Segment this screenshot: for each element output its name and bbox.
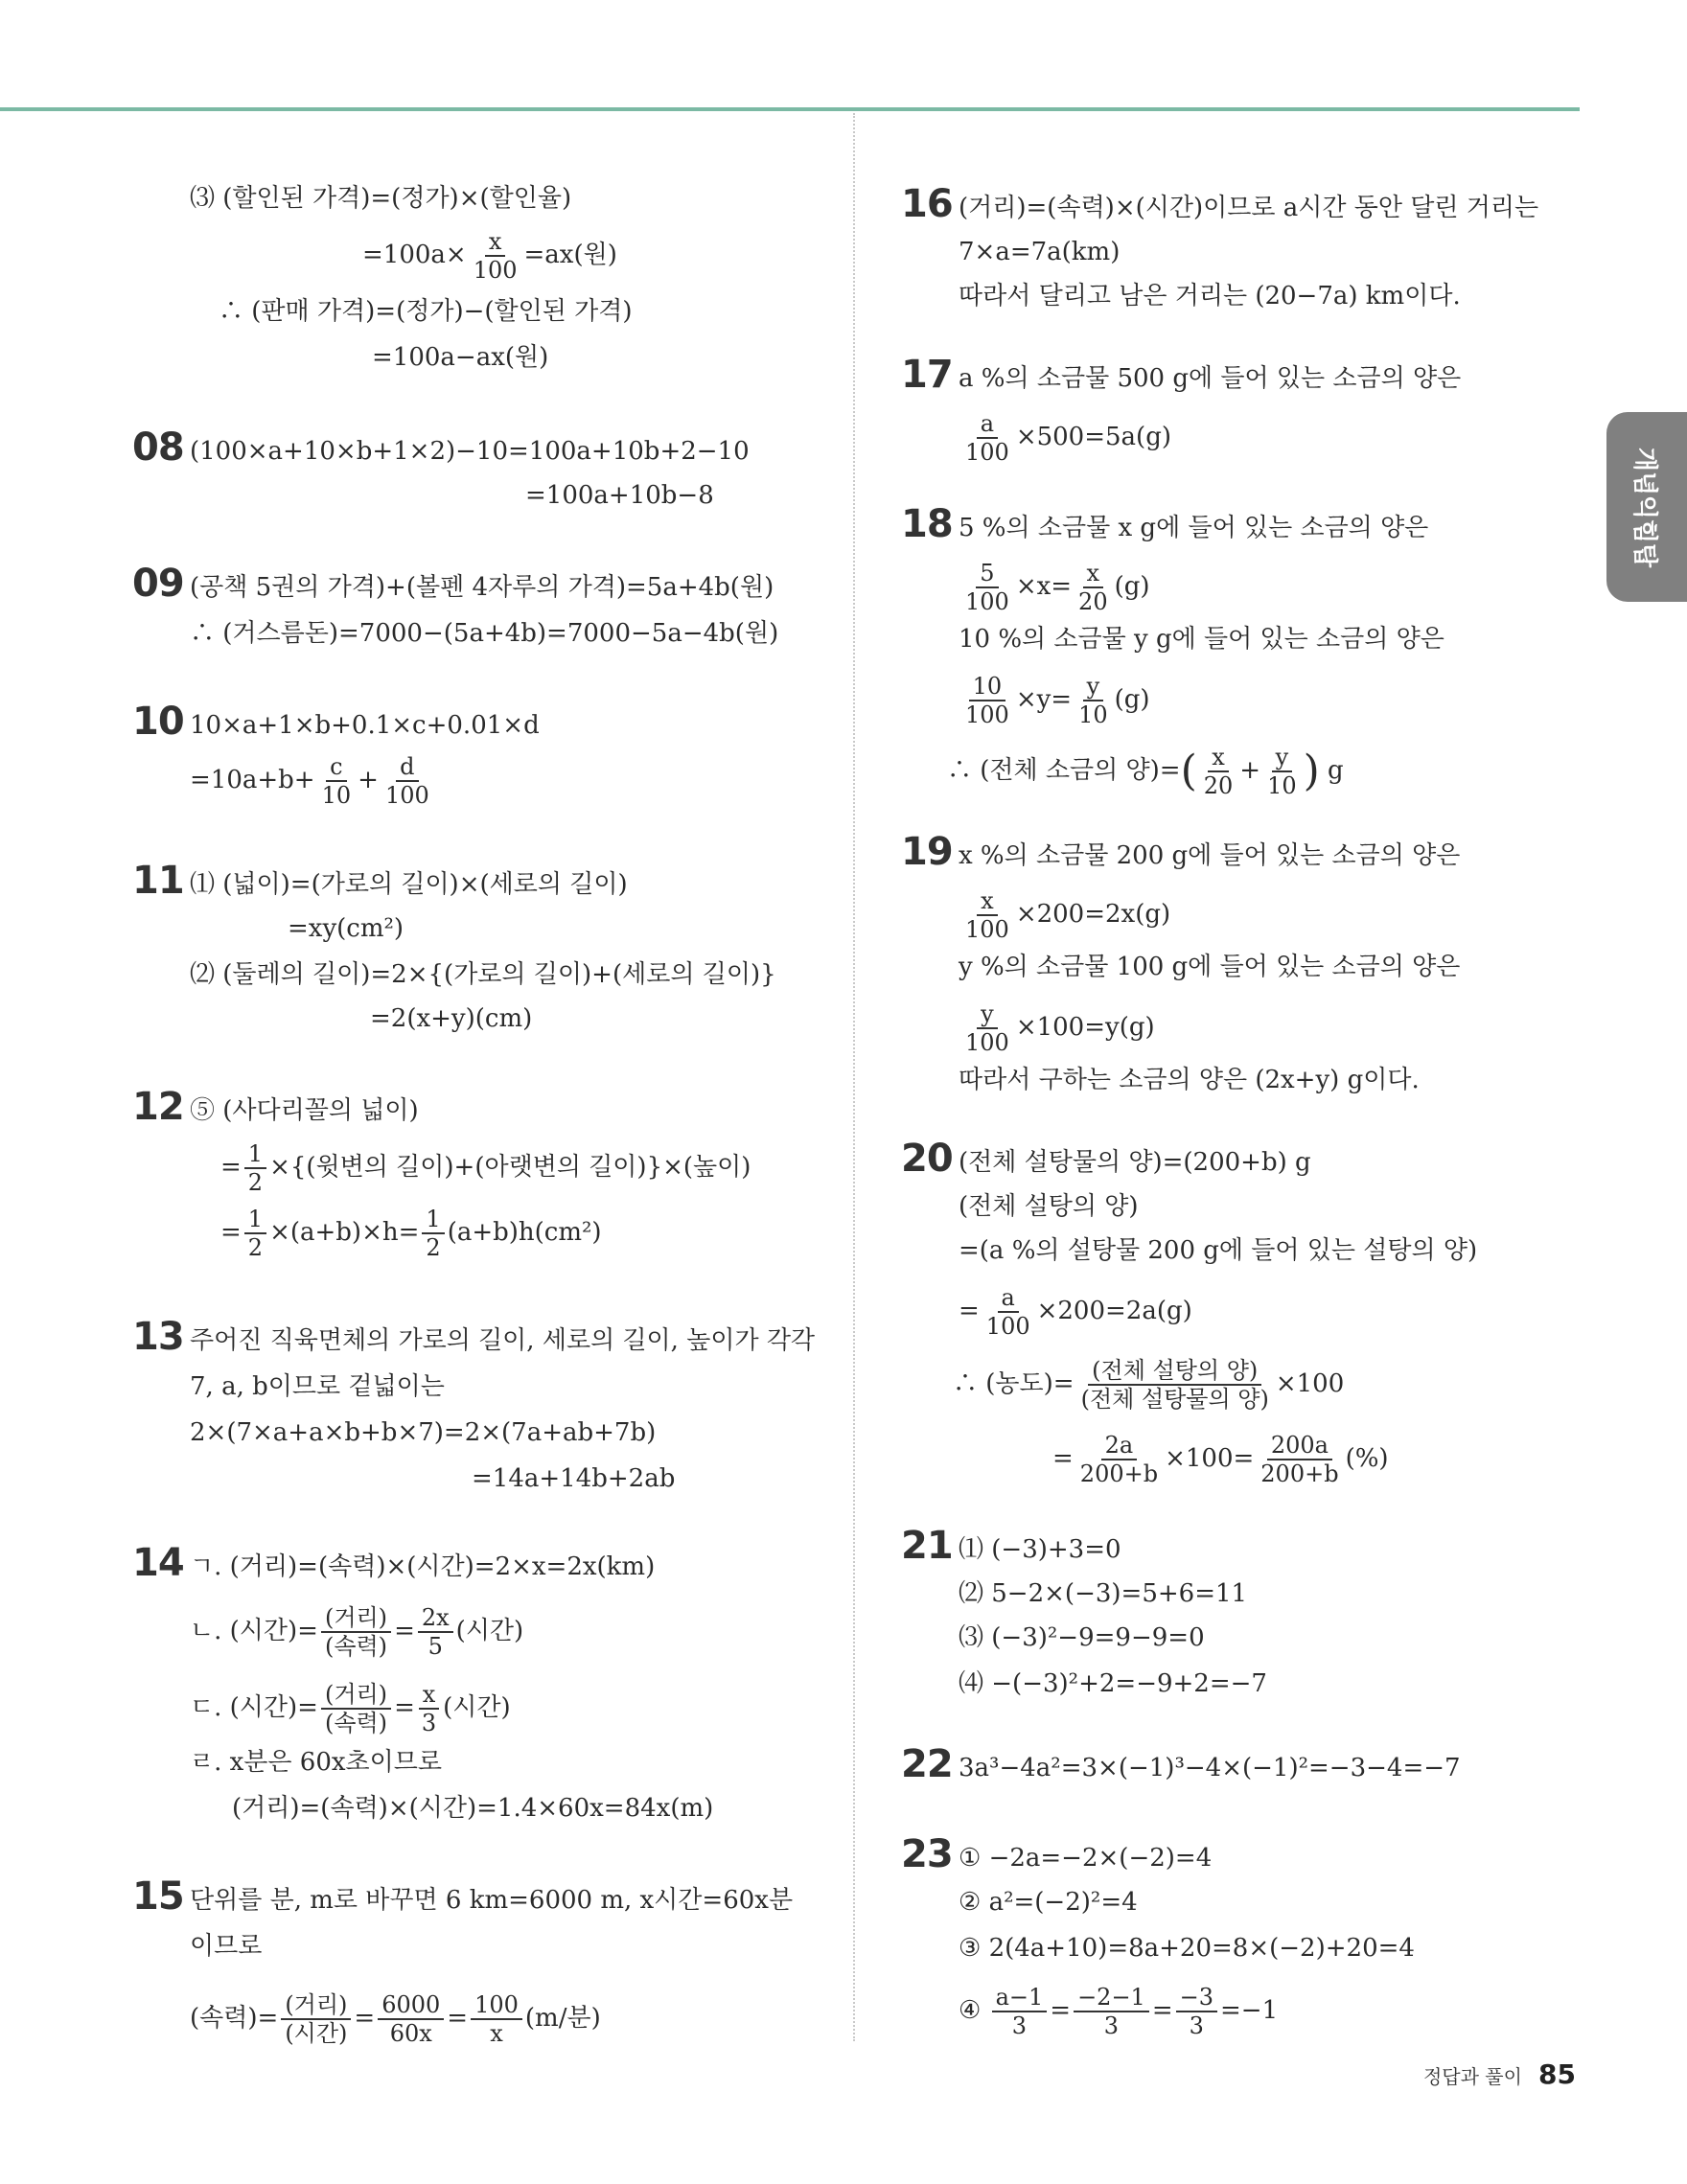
chapter-side-tab-label: 개념익힘탑: [1629, 447, 1659, 567]
text: +: [358, 766, 379, 794]
denominator: 2: [247, 1234, 264, 1261]
line: 따라서 구하는 소금의 양은 (2x+y) g이다.: [959, 1066, 1420, 1094]
text: =: [394, 1617, 415, 1645]
text: (g): [1114, 685, 1150, 714]
problem-number: 16: [901, 182, 953, 226]
denominator: x: [490, 2020, 503, 2047]
line: [959, 1986, 1278, 2037]
numerator: −2−1: [1074, 1986, 1149, 2012]
numerator: 200a: [1267, 1434, 1332, 1460]
line: (100×a+10×b+1×2)−10=100a+10b+2−10: [190, 437, 750, 466]
numerator: c: [326, 755, 346, 782]
problem-number: 18: [901, 502, 953, 546]
fraction: [381, 755, 433, 807]
chapter-side-tab[interactable]: [1606, 412, 1687, 602]
problem-number: 23: [901, 1832, 953, 1876]
denominator: 100: [965, 439, 1009, 466]
text: =100a×: [362, 241, 467, 269]
text: ×500=5a(g): [1015, 423, 1171, 451]
fraction: [1077, 1359, 1273, 1411]
text: =: [394, 1693, 415, 1722]
line: =2(x+y)(cm): [370, 1004, 533, 1033]
line: =100a−ax(원): [372, 343, 549, 372]
numerator: y: [1272, 746, 1293, 772]
paren-right: ): [1303, 747, 1320, 795]
denominator: (속력): [324, 1710, 388, 1736]
numerator: 2a: [1101, 1434, 1138, 1460]
text: (시간): [455, 1617, 524, 1645]
text: ④: [959, 1996, 989, 2025]
line: =14a+14b+2ab: [472, 1464, 676, 1493]
line: ⑴ (−3)+3=0: [959, 1535, 1121, 1564]
text: =: [959, 1297, 980, 1325]
line: [947, 746, 1344, 797]
problem-number: 09: [132, 562, 184, 606]
footer-label: 정답과 풀이: [1422, 2065, 1522, 2088]
numerator: x: [419, 1683, 440, 1710]
denominator: 200+b: [1079, 1460, 1159, 1487]
numerator: (전체 설탕의 양): [1088, 1359, 1261, 1386]
numerator: x: [485, 230, 506, 257]
denominator: 20: [1203, 772, 1234, 799]
page-footer: [1423, 2058, 1576, 2090]
text: =: [1151, 1996, 1173, 2025]
denominator: 100: [965, 1029, 1009, 1056]
denominator: 100: [965, 588, 1009, 615]
line: ② a²=(−2)²=4: [959, 1888, 1138, 1917]
line: a %의 소금물 500 g에 들어 있는 소금의 양은: [959, 364, 1462, 393]
denominator: 20: [1078, 588, 1108, 615]
numerator: −3: [1176, 1986, 1217, 2012]
text: =10a+b+: [190, 766, 315, 794]
numerator: a−1: [992, 1986, 1048, 2012]
line: 2×(7×a+a×b+b×7)=2×(7a+ab+7b): [190, 1418, 657, 1447]
fraction: [281, 1993, 351, 2045]
text: =ax(원): [523, 241, 617, 269]
text: =: [1050, 1996, 1072, 2025]
text: ×200=2a(g): [1036, 1297, 1192, 1325]
line: ⑵ (둘레의 길이)=2×{(가로의 길이)+(세로의 길이)}: [190, 960, 776, 989]
fraction: [321, 1683, 391, 1735]
text: ∴ (농도)=: [953, 1369, 1075, 1398]
paren-left: (: [1180, 747, 1197, 795]
denominator: 100: [985, 1313, 1030, 1340]
line: =(a %의 설탕물 200 g에 들어 있는 설탕의 양): [959, 1236, 1478, 1265]
problem-number: 22: [901, 1742, 953, 1786]
text: ㄴ. (시간)=: [190, 1617, 318, 1645]
line: ∴ (거스름돈)=7000−(5a+4b)=7000−5a−4b(원): [190, 619, 779, 648]
text: =−1: [1220, 1996, 1279, 2025]
fraction: [471, 1993, 522, 2045]
line: [190, 1683, 511, 1735]
denominator: 100: [384, 782, 429, 809]
line: ∴ (판매 가격)=(정가)−(할인된 가격): [219, 297, 633, 326]
fraction: [321, 1606, 391, 1658]
text: =: [220, 1153, 242, 1182]
text: =: [1052, 1444, 1074, 1473]
numerator: x: [1208, 746, 1229, 772]
fraction: [961, 562, 1013, 613]
numerator: x: [977, 889, 998, 916]
fraction: [318, 755, 356, 807]
text: g: [1319, 756, 1344, 785]
line: 10 %의 소금물 y g에 들어 있는 소금의 양은: [959, 625, 1444, 654]
fraction: [1075, 675, 1112, 726]
line: ⑶ (할인된 가격)=(정가)×(할인율): [190, 184, 572, 213]
fraction: [244, 1142, 266, 1194]
line: ⑤ (사다리꼴의 넓이): [190, 1096, 419, 1125]
text: ×100: [1275, 1369, 1345, 1398]
line: ㄹ. x분은 60x초이므로: [190, 1748, 443, 1777]
line: 10×a+1×b+0.1×c+0.01×d: [190, 711, 540, 740]
denominator: 2: [247, 1169, 264, 1196]
line: [220, 1207, 602, 1259]
text: ×x=: [1015, 572, 1073, 601]
problem-number: 13: [132, 1315, 184, 1359]
line: [190, 755, 436, 807]
denominator: 3: [1189, 2012, 1204, 2039]
fraction: [1176, 1986, 1217, 2037]
denominator: (전체 설탕물의 양): [1080, 1386, 1269, 1413]
problem-number: 20: [901, 1137, 953, 1181]
fraction: [982, 1286, 1034, 1338]
numerator: (거리): [281, 1993, 351, 2020]
line: ③ 2(4a+10)=8a+20=8×(−2)+20=4: [959, 1934, 1415, 1963]
line: (전체 설탕물의 양)=(200+b) g: [959, 1148, 1311, 1177]
fraction: [1074, 1986, 1149, 2037]
line: ㄱ. (거리)=(속력)×(시간)=2×x=2x(km): [190, 1552, 656, 1581]
problem-number: 12: [132, 1085, 184, 1129]
fraction: [1075, 562, 1112, 613]
denominator: 10: [1078, 701, 1108, 728]
fraction: [961, 1002, 1013, 1054]
numerator: (거리): [321, 1683, 391, 1710]
denominator: (속력): [324, 1633, 388, 1660]
numerator: y: [977, 1002, 998, 1029]
numerator: 2x: [418, 1606, 453, 1633]
line: 3a³−4a²=3×(−1)³−4×(−1)²=−3−4=−7: [959, 1754, 1461, 1782]
fraction: [470, 230, 521, 282]
top-rule: [0, 107, 1580, 111]
text: ×{(윗변의 길이)+(아랫변의 길이)}×(높이): [269, 1153, 751, 1182]
page-number: 85: [1538, 2058, 1576, 2090]
problem-number: 19: [901, 830, 953, 874]
line: [220, 1142, 751, 1194]
text: ×100=y(g): [1015, 1013, 1155, 1042]
line: [959, 889, 1170, 941]
denominator: 200+b: [1260, 1460, 1339, 1487]
text: ㄷ. (시간)=: [190, 1693, 318, 1722]
numerator: x: [1083, 562, 1104, 588]
denominator: 3: [1011, 2012, 1028, 2039]
line: y %의 소금물 100 g에 들어 있는 소금의 양은: [959, 953, 1461, 981]
numerator: 6000: [378, 1993, 444, 2020]
line: =xy(cm²): [288, 914, 404, 943]
fraction: [244, 1207, 266, 1259]
line: ⑷ −(−3)²+2=−9+2=−7: [959, 1669, 1267, 1698]
denominator: 100: [965, 916, 1009, 943]
denominator: 3: [1103, 2012, 1120, 2039]
line: 5 %의 소금물 x g에 들어 있는 소금의 양은: [959, 514, 1429, 542]
fraction: [422, 1207, 444, 1259]
line: 단위를 분, m로 바꾸면 6 km=6000 m, x시간=60x분: [190, 1886, 794, 1915]
denominator: 100: [473, 257, 518, 284]
problem-number: 14: [132, 1541, 184, 1585]
text: ∴ (전체 소금의 양)=: [947, 756, 1181, 785]
numerator: 10: [969, 675, 1006, 701]
text: (속력)=: [190, 2004, 279, 2033]
numerator: d: [396, 755, 418, 782]
line: (거리)=(속력)×(시간)=1.4×60x=84x(m): [232, 1794, 714, 1823]
numerator: (거리): [321, 1606, 391, 1633]
line: [190, 1606, 523, 1658]
text: ×y=: [1015, 685, 1073, 714]
text: (g): [1114, 572, 1150, 601]
fraction: [1200, 746, 1237, 797]
line: [959, 1002, 1155, 1054]
problem-number: 17: [901, 353, 953, 397]
line: ⑴ (넓이)=(가로의 길이)×(세로의 길이): [190, 870, 628, 899]
line: 7, a, b이므로 겉넓이는: [190, 1372, 445, 1401]
text: (a+b)h(cm²): [447, 1218, 602, 1247]
fraction: [1263, 746, 1301, 797]
line: [959, 675, 1150, 726]
fraction: [378, 1993, 444, 2045]
problem-number: 10: [132, 700, 184, 744]
line: ① −2a=−2×(−2)=4: [959, 1844, 1213, 1873]
line: 주어진 직육면체의 가로의 길이, 세로의 길이, 높이가 각각: [190, 1326, 816, 1355]
denominator: 10: [1267, 772, 1297, 799]
line: [190, 1993, 601, 2045]
text: ×100=: [1165, 1444, 1255, 1473]
numerator: a: [977, 412, 998, 439]
denominator: (시간): [285, 2020, 348, 2047]
line: [959, 562, 1150, 613]
line: [953, 1359, 1344, 1411]
denominator: 10: [321, 782, 352, 809]
line: 따라서 달리고 남은 거리는 (20−7a) km이다.: [959, 282, 1461, 310]
line: (전체 설탕의 양): [959, 1192, 1139, 1221]
fraction: [418, 1606, 453, 1658]
problem-number: 15: [132, 1874, 184, 1919]
text: (시간): [443, 1693, 511, 1722]
numerator: 100: [471, 1993, 522, 2020]
numerator: 1: [244, 1207, 266, 1234]
line: =100a+10b−8: [525, 481, 714, 510]
line: 7×a=7a(km): [959, 238, 1121, 266]
numerator: a: [998, 1286, 1019, 1313]
line: x %의 소금물 200 g에 들어 있는 소금의 양은: [959, 841, 1461, 870]
text: (m/분): [524, 2004, 601, 2033]
line: (공책 5권의 가격)+(볼펜 4자루의 가격)=5a+4b(원): [190, 573, 774, 602]
fraction: [961, 675, 1013, 726]
text: ×200=2x(g): [1015, 900, 1171, 929]
denominator: 2: [426, 1234, 441, 1261]
numerator: 1: [422, 1207, 444, 1234]
text: =: [354, 2004, 376, 2033]
problem-number: 21: [901, 1524, 953, 1568]
fraction: [992, 1986, 1048, 2037]
numerator: 1: [244, 1142, 266, 1169]
line: [959, 412, 1171, 464]
fraction: [1257, 1434, 1342, 1485]
fraction: [961, 412, 1013, 464]
numerator: y: [1083, 675, 1104, 701]
problem-number: 08: [132, 425, 184, 470]
line: [362, 230, 617, 282]
denominator: 60x: [389, 2020, 432, 2047]
text: =: [447, 2004, 469, 2033]
text: (%): [1345, 1444, 1389, 1473]
line: [1052, 1434, 1389, 1485]
column-divider: [853, 113, 855, 2041]
text: +: [1239, 756, 1261, 785]
line: ⑵ 5−2×(−3)=5+6=11: [959, 1579, 1248, 1608]
fraction: [418, 1683, 440, 1735]
line: 이므로: [190, 1932, 263, 1961]
denominator: 100: [965, 701, 1009, 728]
line: [959, 1286, 1192, 1338]
fraction: [1076, 1434, 1162, 1485]
text: =: [220, 1218, 242, 1247]
numerator: 5: [976, 562, 998, 588]
denominator: 5: [428, 1633, 443, 1660]
text: ×(a+b)×h=: [269, 1218, 420, 1247]
line: ⑶ (−3)²−9=9−9=0: [959, 1623, 1205, 1652]
denominator: 3: [421, 1710, 437, 1736]
line: (거리)=(속력)×(시간)이므로 a시간 동안 달린 거리는: [959, 194, 1539, 222]
fraction: [961, 889, 1013, 941]
problem-number: 11: [132, 859, 184, 903]
